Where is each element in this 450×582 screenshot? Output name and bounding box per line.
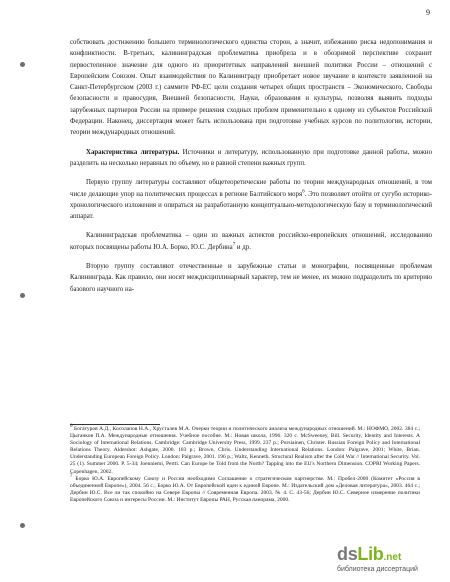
footnote-marker: 6 <box>70 424 73 430</box>
logo-lib: Lib <box>357 544 384 564</box>
footnote <box>70 426 420 476</box>
paragraph <box>70 147 432 170</box>
watermark-tagline: библиотека диссертаций <box>337 566 418 573</box>
paragraph: Вторую группу составляют отечественные и зарубежные статьи и монографии, посвященные проблемам Калининграда. Как правило, они носят междисциплинарный характер, тем не менее, их можно подразделить по критерию базового научного на- <box>70 263 432 293</box>
dslib-logo <box>337 544 445 565</box>
paragraph-text: Калининградская проблематика – один из важных аспектов российско-европейских отношений, исследованию которых посвящены работы Ю.А. Борко, Ю.С. Дербина <box>70 232 432 251</box>
punch-hole <box>20 293 25 298</box>
footnote-marker: 7 <box>70 473 73 479</box>
paragraph: собствовать достижению большего терминологического единства сторон, а значит, избежанию риска недопонимания и конфликтности. В-третьих, калининградская проблематика приобрела и в обозримой перспективе сохранит первостепенное значение для одного из приоритетных направлений внешней политики России – отношений с Европейским Союзом. Опыт взаимодействия по Калининграду приобретает новое звучание в контексте заявленной на Санкт-Петербургском (2003 г.) саммите РФ-ЕС цели создания четырех общих пространств – Экономического, Свободы безопасности и правосудия, Внешней безопасности, Науки, образования и культуры, позволяя выявить подходы зарубежных партнеров России на примере решения сходных проблем применительно к одному из субъектов Российской Федерации. Наконец, диссертация может быть использована при подготовке учебных курсов по политологии, истории, теории международных отношений. <box>70 39 432 137</box>
logo-ds: ds <box>337 544 358 564</box>
footnote-divider <box>70 424 160 425</box>
punch-hole <box>20 523 25 528</box>
footnote-text: Борко Ю.А. Европейскому Союзу и России необходимо Соглашение о стратегическом партнерстве. М.: Пробел-2000 (Комитет «Россия в объединенной Европе»), 2004. 56 с.; Борко Ю.А. От Европейской идеи к единой Европе. М.: Издательский дом «Деловая литература», 2003. 464 с.; Дербин Ю.С. Все ли так спокойно на Севере Европы // Современная Европа. 2003. № 4. С. 43-56; Дербин Ю.С. Северное измерение политики Европейского Союза и интересы России. М.: Институт Европы РАН, Русская панорама, 2000. <box>70 475 420 503</box>
section-heading: Характеристика литературы. <box>86 148 180 156</box>
logo-net: .net <box>383 552 402 563</box>
body-text <box>70 37 432 295</box>
dslib-watermark[interactable] <box>337 544 445 578</box>
paragraph <box>70 230 432 253</box>
punch-hole <box>20 62 25 67</box>
footnote-ref[interactable]: 6 <box>302 189 305 195</box>
paragraph-text: Первую группу литературы составляют общетеоретические работы по теории международных отношений, в том числе делающие упор на политических процессах в регионе Балтийского моря <box>70 179 432 198</box>
page-number: 9 <box>426 8 430 17</box>
footnote <box>70 473 420 504</box>
paragraph <box>70 177 432 222</box>
paragraph-text: Источники и литературу, использованную при подготовке данной работы, можно разделить на несколько неравных по объему, но в равной степени важных групп. <box>70 148 432 167</box>
footnotes <box>70 426 420 504</box>
footnote-ref[interactable]: 7 <box>232 242 236 248</box>
footnote-text: Богатуров А.Д., Косолапов Н.А., Хрусталев М.А. Очерки теории и политического анализа международных отношений. М.: НОФМО, 2002. 384 с.; Цыганков П.А. Международные отношения. Учебное пособие. М.: Новая школа, 1996. 320 с. McSweeney, Bill. Security, Identity and Interests. A Sociology of International Relations. Cambridge: Cambridge University Press, 1999. 237 p.; Pursiainen, Christer. Russian Foreign Policy and International Relations Theory. Aldershot: Ashgate, 2000. 183 p.; Brown, Chris. Understanding International Relations. London: Palgrave, 2001; White, Brian. Understanding European Foreign Policy. London: Palgrave, 2001. 196 p.; Waltz, Kenneth. Structural Realism after the Cold War // International Security. Vol. 25 (1). Summer 2000. P. 5-34; Joenniemi, Pertti. Can Europe be Told from the North? Tapping into the EU's Northern Dimension. COPRI Working Papers. Copenhagen, 2002. <box>70 426 420 475</box>
paragraph-text: . Это позволяет отойти от сугубо историко-хронологического изложения и опираться на разработанную концептуально-методологическую базу и терминологический аппарат. <box>70 190 433 221</box>
paragraph-text: и др. <box>235 243 251 251</box>
